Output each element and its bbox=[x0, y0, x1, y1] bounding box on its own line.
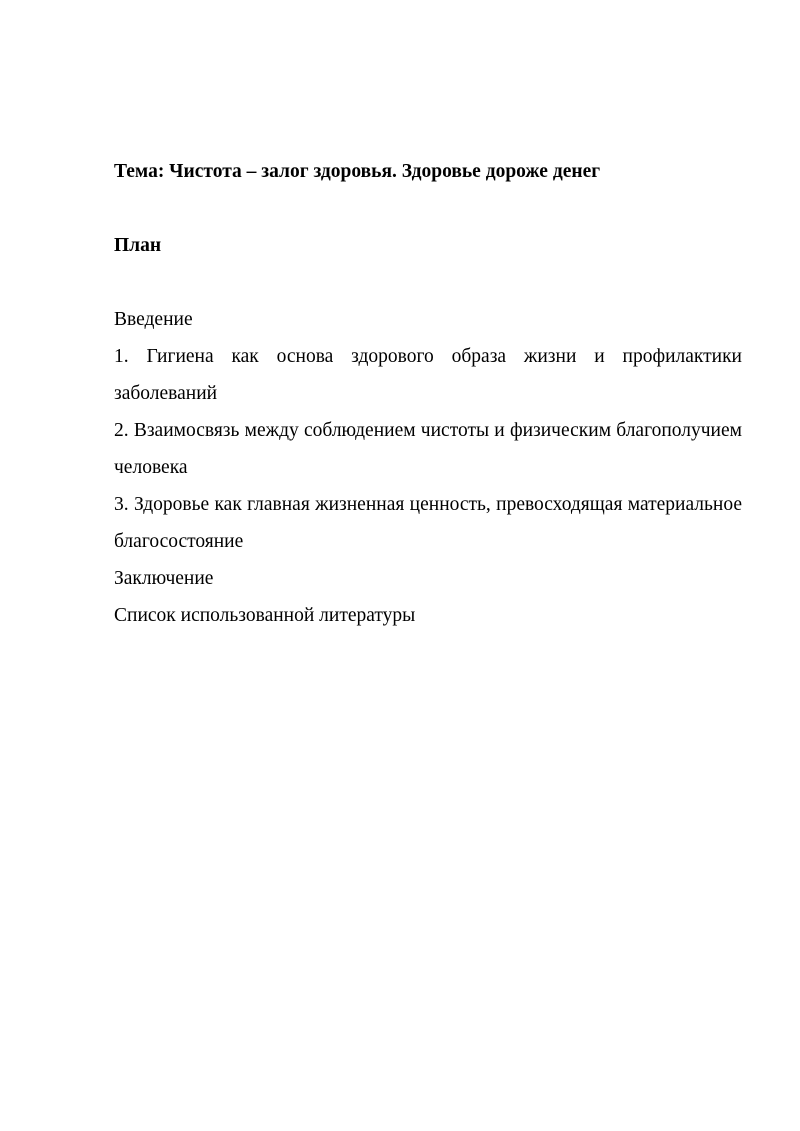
toc-item-chapter-1: 1. Гигиена как основа здорового образа жизни и профилактики заболеваний bbox=[114, 346, 742, 404]
document-topic: Тема: Чистота – залог здоровья. Здоровье дороже денег bbox=[114, 161, 601, 182]
toc-item-conclusion: Заключение bbox=[114, 568, 214, 589]
toc-item-chapter-2: 2. Взаимосвязь между соблюдением чистоты и физическим благополучием человека bbox=[114, 420, 742, 478]
toc-item-references: Список использованной литературы bbox=[114, 605, 416, 626]
table-of-contents bbox=[114, 301, 742, 634]
document-content bbox=[114, 153, 742, 634]
toc-item-chapter-3: 3. Здоровье как главная жизненная ценность, превосходящая материальное благосостояние bbox=[114, 494, 742, 552]
toc-item-introduction: Введение bbox=[114, 309, 193, 330]
plan-title: План bbox=[114, 235, 162, 256]
